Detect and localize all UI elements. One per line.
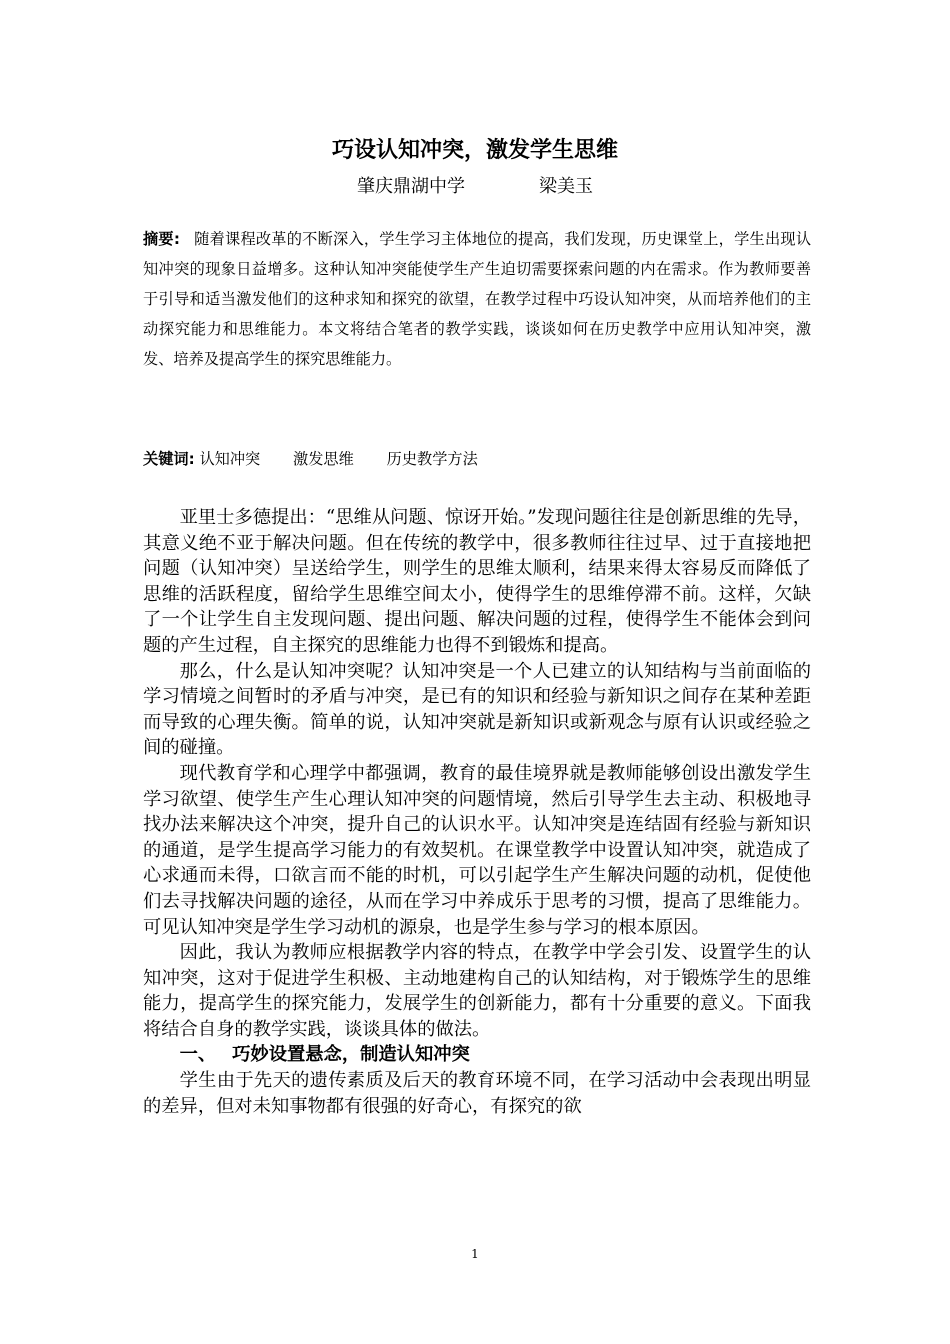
section-heading: [143, 1042, 811, 1068]
keyword: 历史教学方法: [386, 450, 478, 468]
school-name: 肇庆鼎湖中学: [357, 176, 465, 197]
abstract-text: 随着课程改革的不断深入，学生学习主体地位的提高，我们发现，历史课堂上，学生出现认知冲突的现象日益增多。这种认知冲突能使学生产生迫切需要探索问题的内在需求。作为教师要善于引导和适当激发他们的这种求知和探究的欲望，在教学过程中巧设认知冲突，从而培养他们的主动探究能力和思维能力。本文将结合笔者的教学实践，谈谈如何在历史教学中应用认知冲突，激发、培养及提高学生的探究思维能力。: [143, 230, 812, 368]
author-name: 梁美玉: [539, 176, 593, 197]
paragraph: 亚里士多德提出：“思维从问题、惊讶开始。”发现问题往往是创新思维的先导，其意义绝不亚于解决问题。但在传统的教学中，很多教师往往过早、过于直接地把问题（认知冲突）呈送给学生，则学生的思维太顺利，结果来得太容易反而降低了思维的活跃程度，留给学生思维空间太小，使得学生的思维停滞不前。这样，欠缺了一个让学生自主发现问题、提出问题、解决问题的过程，使得学生不能体会到问题的产生过程，自主探究的思维能力也得不到锻炼和提高。: [143, 507, 811, 656]
section-title: 巧妙设置悬念，制造认知冲突: [232, 1044, 470, 1066]
paragraph: 现代教育学和心理学中都强调，教育的最佳境界就是教师能够创设出激发学生学习欲望、使学生产生心理认知冲突的问题情境，然后引导学生去主动、积极地寻找办法来解决这个冲突，提升自己的认识水平。认知冲突是连结固有经验与新知识的通道，是学生提高学习能力的有效契机。在课堂教学中设置认知冲突，就造成了心求通而未得，口欲言而不能的时机，可以引起学生产生解决问题的动机，促使他们去寻找解决问题的途径，从而在学习中养成乐于思考的习惯，提高了思维能力。可见认知冲突是学生学习动机的源泉，也是学生参与学习的根本原因。: [143, 762, 811, 938]
page-number: 1: [471, 1247, 479, 1261]
paragraph: 学生由于先天的遗传素质及后天的教育环境不同，在学习活动中会表现出明显的差异，但对未知事物都有很强的好奇心，有探究的欲: [143, 1070, 811, 1117]
body-text: [143, 505, 811, 1119]
abstract: [143, 224, 811, 374]
byline: [0, 174, 950, 200]
document-title: 巧设认知冲突，激发学生思维: [331, 138, 618, 163]
keyword: 认知冲突: [199, 450, 261, 468]
keywords-label: 关键词:: [143, 450, 195, 468]
section-number: 一、: [179, 1044, 217, 1066]
abstract-label: 摘要:: [143, 230, 180, 248]
keywords: [143, 445, 811, 473]
keyword: 激发思维: [293, 450, 354, 468]
paragraph: 那么，什么是认知冲突呢？认知冲突是一个人已建立的认知结构与当前面临的学习情境之间暂时的矛盾与冲突，是已有的知识和经验与新知识之间存在某种差距而导致的心理失衡。简单的说，认知冲突就是新知识或新观念与原有认识或经验之间的碰撞。: [143, 660, 811, 759]
paragraph: 因此，我认为教师应根据教学内容的特点，在教学中学会引发、设置学生的认知冲突，这对于促进学生积极、主动地建构自己的认知结构，对于锻炼学生的思维能力，提高学生的探究能力，发展学生的创新能力，都有十分重要的意义。下面我将结合自身的教学实践，谈谈具体的做法。: [143, 942, 811, 1040]
